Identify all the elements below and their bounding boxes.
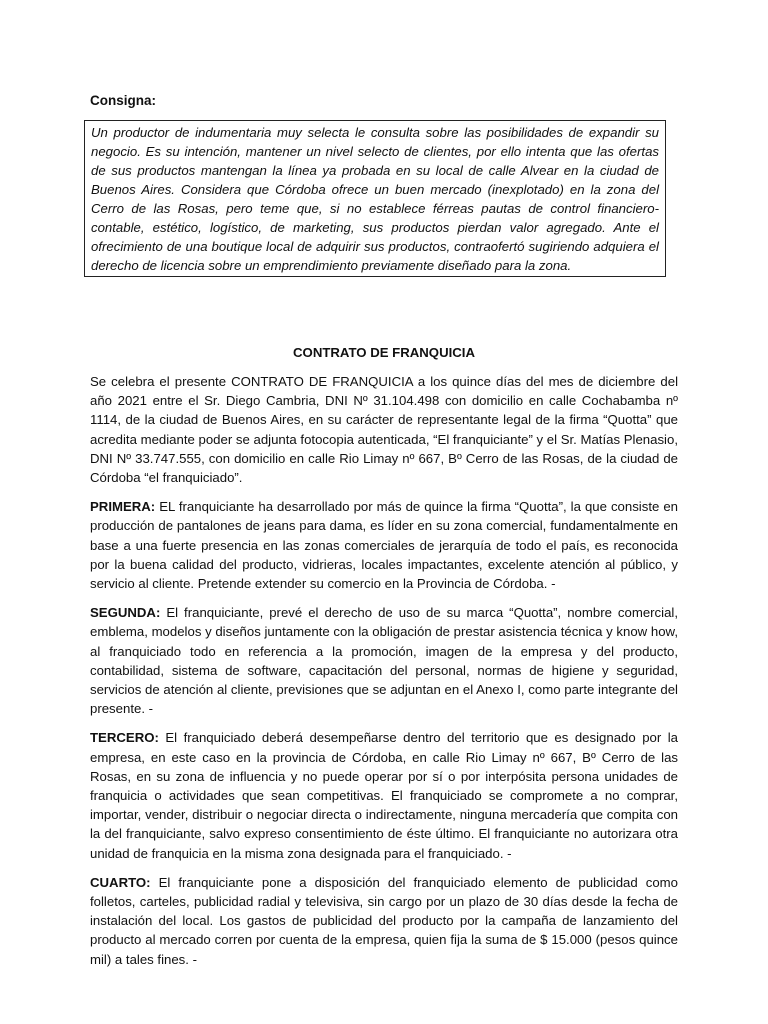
clause-primera bbox=[90, 497, 678, 593]
clause-text: El franquiciante, prevé el derecho de uso de su marca “Quotta”, nombre comercial, emblema, modelos y diseños juntamente con la obligación de prestar asistencia técnica y know how, al franquiciado todo en referencia a la promoción, imagen de la empresa y del producto, contabilidad, sistema de software, capacitación del personal, normas de higiene y seguridad, servicios de atención al cliente, previsiones que se adjuntan en el Anexo I, como parte integrante del presente. - bbox=[90, 605, 678, 717]
consigna-text: Un productor de indumentaria muy selecta le consulta sobre las posibilidades de expandir su negocio. Es su intención, mantener un nivel selecto de clientes, por ello intenta que las ofertas de sus productos mantengan la línea ya probada en su local de calle Alvear en la ciudad de Buenos Aires. Considera que Córdoba ofrece un buen mercado (inexplotado) en la zona del Cerro de las Rosas, pero teme que, si no establece férreas pautas de control financiero-contable, estético, logístico, de marketing, sus productos pierdan valor agregado. Ante el ofrecimiento de una boutique local de adquirir sus productos, contraofertó sugiriendo adquiera el derecho de licencia sobre un emprendimiento previamente diseñado para la zona. bbox=[91, 125, 659, 273]
clause-label: SEGUNDA: bbox=[90, 605, 161, 621]
clause-segunda bbox=[90, 603, 678, 718]
contract-body bbox=[90, 372, 678, 979]
clause-tercero bbox=[90, 728, 678, 862]
consigna-heading: Consigna: bbox=[90, 93, 156, 108]
clause-text: El franquiciante pone a disposición del franquiciado elemento de publicidad como folletos, carteles, publicidad radial y televisiva, sin cargo por un plazo de 30 días desde la fecha de instalación del local. Los gastos de publicidad del producto por la campaña de lanzamiento del producto al mercado corren por cuenta de la empresa, quien fija la suma de $ 15.000 (pesos quince mil) a tales fines. - bbox=[90, 874, 678, 967]
contract-intro: Se celebra el presente CONTRATO DE FRANQUICIA a los quince días del mes de diciembre del año 2021 entre el Sr. Diego Cambria, DNI Nº 31.104.498 con domicilio en calle Cochabamba nº 1114, de la ciudad de Buenos Aires, en su carácter de representante legal de la firma “Quotta” que acredita mediante poder se adjunta fotocopia autenticada, “El franquiciante” y el Sr. Matías Plenasio, DNI Nº 33.747.555, con domicilio en calle Rio Limay nº 667, Bº Cerro de las Rosas, de la ciudad de Córdoba “el franquiciado”. bbox=[90, 374, 678, 486]
clause-label: CUARTO: bbox=[90, 874, 151, 890]
consigna-box bbox=[84, 120, 666, 277]
clause-label: TERCERO: bbox=[90, 730, 159, 746]
contract-title: CONTRATO DE FRANQUICIA bbox=[293, 345, 475, 360]
clause-text: El franquiciado deberá desempeñarse dentro del territorio que es designado por la empresa, en este caso en la provincia de Córdoba, en calle Rio Limay nº 667, Bº Cerro de las Rosas, en su zona de influencia y no puede operar por sí o por interpósita persona unidades de franquicia o actividades que sean competitivas. El franquiciado se compromete a no comprar, importar, vender, distribuir o negociar directa o indirectamente, ninguna mercadería que compita con la del franquiciante, salvo expreso consentimiento de éste último. El franquiciante no autorizara otra unidad de franquicia en la misma zona designada para el franquiciado. - bbox=[90, 730, 678, 861]
clause-text: EL franquiciante ha desarrollado por más de quince la firma “Quotta”, la que consiste en producción de pantalones de jeans para dama, es líder en su zona comercial, fundamentalmente en base a una fuerte presencia en las zonas comerciales de jerarquía de todo el país, es reconocida por la buena calidad del producto, vidrieras, locales impactantes, excelente atención al público, y servicio al cliente. Pretende extender su comercio en la Provincia de Córdoba. - bbox=[90, 499, 678, 592]
clause-cuarto bbox=[90, 873, 678, 969]
clause-label: PRIMERA: bbox=[90, 499, 156, 515]
